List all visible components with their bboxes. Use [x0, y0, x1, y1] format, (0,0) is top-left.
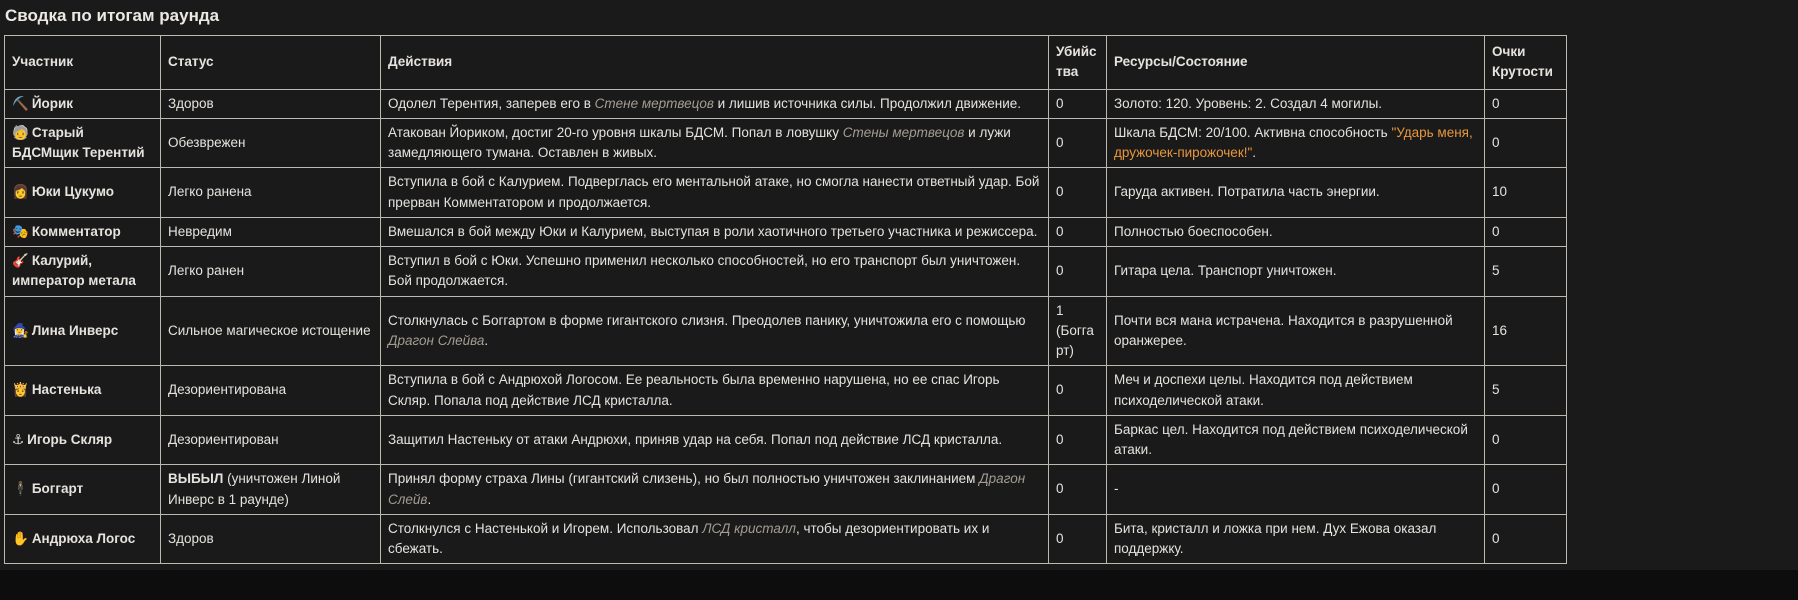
- status-cell: Дезориентирован: [161, 415, 381, 465]
- table-row: [5, 465, 1567, 515]
- status-cell: Сильное магическое истощение: [161, 296, 381, 366]
- theater-masks-icon: 🎭: [12, 223, 29, 239]
- participant-name: Калурий, император метала: [12, 253, 136, 289]
- points-cell: 0: [1485, 217, 1567, 246]
- col-header-participant: Участник: [5, 36, 161, 90]
- table-row: [5, 296, 1567, 366]
- levitating-man-icon: 🕴️: [12, 481, 29, 497]
- resources-cell: Меч и доспехи целы. Находится под действием психоделической атаки.: [1107, 366, 1485, 416]
- kills-cell: 0: [1049, 366, 1107, 416]
- points-cell: 16: [1485, 296, 1567, 366]
- raised-hand-icon: ✋: [12, 530, 29, 546]
- kills-cell: 0: [1049, 89, 1107, 118]
- points-cell: 0: [1485, 89, 1567, 118]
- participant-name: Комментатор: [31, 223, 121, 239]
- points-cell: 0: [1485, 465, 1567, 515]
- participant-name: Лина Инверс: [31, 322, 119, 338]
- actions-cell: Атакован Йориком, достиг 20-го уровня шкалы БДСМ. Попал в ловушку Стены мертвецов и лужи замедляющего тумана. Оставлен в живых.: [381, 118, 1049, 168]
- col-header-actions: Действия: [381, 36, 1049, 90]
- round-summary-table: [4, 35, 1567, 564]
- participant-cell: [5, 217, 161, 246]
- resources-cell: Золото: 120. Уровень: 2. Создал 4 могилы.: [1107, 89, 1485, 118]
- actions-cell: Столкнулась с Боггартом в форме гигантского слизня. Преодолев панику, уничтожила его с помощью Драгон Слейва.: [381, 296, 1049, 366]
- actions-cell: Вступила в бой с Калурием. Подверглась его ментальной атаке, но смогла нанести ответный удар. Бой прерван Комментатором и продолжается.: [381, 168, 1049, 218]
- resources-cell: Гитара цела. Транспорт уничтожен.: [1107, 247, 1485, 297]
- table-row: [5, 217, 1567, 246]
- status-cell: Невредим: [161, 217, 381, 246]
- participant-cell: [5, 465, 161, 515]
- actions-cell: Вступил в бой с Юки. Успешно применил несколько способностей, но его транспорт был уничтожен. Бой продолжается.: [381, 247, 1049, 297]
- participant-name: Старый БДСМщик Терентий: [12, 124, 145, 160]
- points-cell: 10: [1485, 168, 1567, 218]
- kills-cell: 0: [1049, 514, 1107, 564]
- table-row: [5, 366, 1567, 416]
- status-cell: Здоров: [161, 89, 381, 118]
- guitar-icon: 🎸: [12, 253, 29, 268]
- col-header-status: Статус: [161, 36, 381, 90]
- participant-name: Юки Цукумо: [31, 184, 115, 200]
- table-row: [5, 118, 1567, 168]
- kills-cell: 0: [1049, 247, 1107, 297]
- resources-cell: Гаруда активен. Потратила часть энергии.: [1107, 168, 1485, 218]
- status-cell: Обезврежен: [161, 118, 381, 168]
- points-cell: 5: [1485, 247, 1567, 297]
- table-row: [5, 514, 1567, 564]
- table-header-row: [5, 36, 1567, 90]
- participant-cell: [5, 118, 161, 168]
- actions-cell: Защитил Настеньку от атаки Андрюхи, приняв удар на себя. Попал под действие ЛСД кристалла.: [381, 415, 1049, 465]
- col-header-resources: Ресурсы/Состояние: [1107, 36, 1485, 90]
- table-row: [5, 168, 1567, 218]
- participant-cell: [5, 89, 161, 118]
- page-title: Сводка по итогам раунда: [5, 6, 220, 25]
- participant-name: Андрюха Логос: [31, 530, 136, 546]
- actions-cell: Вмешался в бой между Юки и Калурием, выступая в роли хаотичного третьего участника и режиссера.: [381, 217, 1049, 246]
- participant-cell: [5, 168, 161, 218]
- old-man-icon: 🧓: [12, 124, 29, 140]
- kills-cell: 0: [1049, 217, 1107, 246]
- participant-cell: [5, 366, 161, 416]
- points-cell: 0: [1485, 514, 1567, 564]
- points-cell: 0: [1485, 415, 1567, 465]
- kills-cell: 1 (Боггарт): [1049, 296, 1107, 366]
- woman-icon: 👩: [12, 184, 29, 200]
- table-row: [5, 89, 1567, 118]
- status-cell: ВЫБЫЛ (уничтожен Линой Инверс в 1 раунде): [161, 465, 381, 515]
- table-row: [5, 247, 1567, 297]
- participant-cell: [5, 415, 161, 465]
- mage-icon: 🧙‍♀️: [12, 322, 29, 338]
- kills-cell: 0: [1049, 465, 1107, 515]
- participant-name: Игорь Скляр: [27, 431, 113, 447]
- points-cell: 0: [1485, 118, 1567, 168]
- summary-table-body: [5, 89, 1567, 564]
- col-header-kills: Убийства: [1049, 36, 1107, 90]
- kills-cell: 0: [1049, 168, 1107, 218]
- status-cell: Здоров: [161, 514, 381, 564]
- resources-cell: Шкала БДСМ: 20/100. Активна способность "Ударь меня, дружочек-пирожочек!".: [1107, 118, 1485, 168]
- pickaxe-icon: ⛏️: [12, 95, 29, 111]
- col-header-points: Очки Крутости: [1485, 36, 1567, 90]
- resources-cell: -: [1107, 465, 1485, 515]
- status-cell: Легко ранен: [161, 247, 381, 297]
- points-cell: 5: [1485, 366, 1567, 416]
- anchor-icon: ⚓: [12, 431, 25, 447]
- resources-cell: Бита, кристалл и ложка при нем. Дух Ежова оказал поддержку.: [1107, 514, 1485, 564]
- participant-name: Боггарт: [31, 481, 84, 497]
- princess-icon: 👸: [12, 382, 29, 398]
- table-row: [5, 415, 1567, 465]
- resources-cell: Полностью боеспособен.: [1107, 217, 1485, 246]
- participant-cell: [5, 514, 161, 564]
- participant-cell: [5, 247, 161, 297]
- actions-cell: Вступила в бой с Андрюхой Логосом. Ее реальность была временно нарушена, но ее спас Игорь Скляр. Попала под действие ЛСД кристалла.: [381, 366, 1049, 416]
- actions-cell: Одолел Терентия, заперев его в Стене мертвецов и лишив источника силы. Продолжил движение.: [381, 89, 1049, 118]
- status-cell: Дезориентирована: [161, 366, 381, 416]
- actions-cell: Столкнулся с Настенькой и Игорем. Использовал ЛСД кристалл, чтобы дезориентировать их и сбежать.: [381, 514, 1049, 564]
- actions-cell: Принял форму страха Лины (гигантский слизень), но был полностью уничтожен заклинанием Драгон Слейв.: [381, 465, 1049, 515]
- participant-cell: [5, 296, 161, 366]
- participant-name: Йорик: [31, 95, 74, 111]
- status-cell: Легко ранена: [161, 168, 381, 218]
- participant-name: Настенька: [31, 382, 102, 398]
- kills-cell: 0: [1049, 118, 1107, 168]
- resources-cell: Почти вся мана истрачена. Находится в разрушенной оранжерее.: [1107, 296, 1485, 366]
- resources-cell: Баркас цел. Находится под действием психоделической атаки.: [1107, 415, 1485, 465]
- kills-cell: 0: [1049, 415, 1107, 465]
